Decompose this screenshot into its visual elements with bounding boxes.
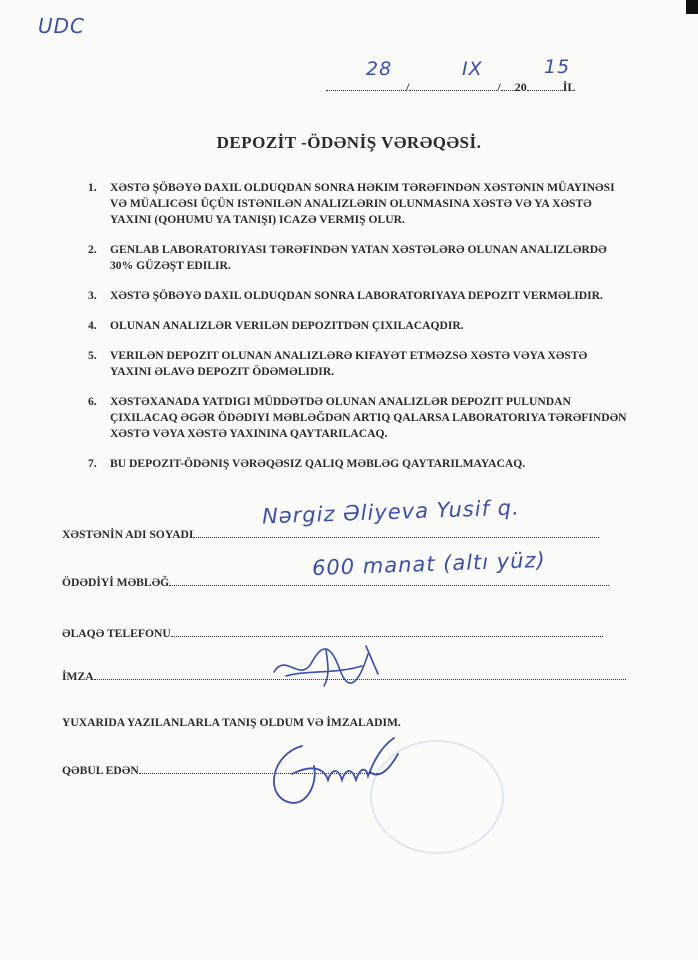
rule-text: OLUNAN ANALIZLƏR VERILƏN DEPOZITDƏN ÇIXILACAQDIR. <box>110 319 464 332</box>
handwritten-patient-name: Nərgiz Əliyeva Yusif q. <box>261 495 521 529</box>
patient-signature <box>266 640 386 690</box>
date-year-prefix: 20 <box>514 80 527 94</box>
rule-number: 7. <box>88 457 97 470</box>
date-suffix: İL <box>562 80 576 94</box>
form-title: DEPOZİT -ÖDƏNİŞ VƏRƏQƏSİ. <box>216 133 482 152</box>
rule-item <box>88 456 628 472</box>
handwritten-corner-note: UDC <box>38 14 86 38</box>
date-line: / / 20 İL <box>326 80 575 95</box>
rule-number: 4. <box>88 319 97 332</box>
rule-item <box>88 242 628 274</box>
patient-name-label: XƏSTƏNİN ADI SOYADI <box>62 528 194 541</box>
rule-number: 1. <box>88 181 97 194</box>
acknowledgment-statement: YUXARIDA YAZILANLARLA TANIŞ OLDUM VƏ İMZALADIM. <box>62 716 401 729</box>
rule-number: 6. <box>88 395 97 408</box>
phone-field <box>62 627 603 640</box>
rule-text: BU DEPOZIT-ÖDƏNIŞ VƏRƏQƏSIZ QALIQ MƏBLƏG QAYTARILMAYACAQ. <box>110 457 526 470</box>
handwritten-month: IX <box>462 58 483 80</box>
rule-text: GENLAB LABORATORIYASI TƏRƏFINDƏN YATAN XƏSTƏLƏRƏ OLUNAN ANALIZLƏRDƏ 30% GÜZƏŞT EDILIR. <box>110 243 607 272</box>
rule-item <box>88 288 628 304</box>
rule-item <box>88 394 628 442</box>
handwritten-amount: 600 manat (altı yüz) <box>311 547 547 581</box>
rule-item <box>88 180 628 228</box>
rule-text: VERILƏN DEPOZIT OLUNAN ANALIZLƏRƏ KIFAYƏT ETMƏZSƏ XƏSTƏ VƏYA XƏSTƏ YAXINI ƏLAVƏ DEPOZIT ÖDƏMƏLIDIR. <box>110 349 588 378</box>
rule-text: XƏSTƏXANADA YATDIGI MÜDDƏTDƏ OLUNAN ANALIZLƏR DEPOZIT PULUNDAN ÇIXILACAQ ƏGƏR ÖDƏDIYI MƏBLƏĞDƏN ARTIQ QALARSA LABORATORIYA TƏRƏFINDƏN XƏSTƏ VƏYA XƏSTƏ YAXININA QAYTARILACAQ. <box>110 395 627 440</box>
phone-label: ƏLAQƏ TELEFONU <box>62 627 171 640</box>
rule-text: XƏSTƏ ŞÖBƏYƏ DAXIL OLDUQDAN SONRA LABORATORIYAYA DEPOZIT VERMƏLIDIR. <box>110 289 603 302</box>
signature-label: İMZA <box>62 670 94 683</box>
received-by-label: QƏBUL EDƏN <box>62 764 139 777</box>
amount-label: ÖDƏDİYİ MƏBLƏĞ <box>62 576 170 589</box>
patient-name-field <box>62 528 599 541</box>
rule-item <box>88 348 628 380</box>
rule-number: 5. <box>88 349 97 362</box>
handwritten-day: 28 <box>366 58 393 80</box>
rule-item <box>88 318 628 334</box>
receiver-signature <box>262 724 412 814</box>
rule-number: 3. <box>88 289 97 302</box>
handwritten-year: 15 <box>544 56 571 78</box>
rules-list <box>88 180 628 486</box>
rule-text: XƏSTƏ ŞÖBƏYƏ DAXIL OLDUQDAN SONRA HƏKIM TƏRƏFINDƏN XƏSTƏNIN MÜAYINƏSI VƏ MÜALICƏSI ÜÇÜN ISTƏNILƏN ANALIZLƏRIN OLUNMASINA XƏSTƏ VƏ YA XƏSTƏ YAXINI (QOHUMU YA TANIŞI) ICAZƏ VERMIŞ OLUR. <box>110 181 615 226</box>
rule-number: 2. <box>88 243 97 256</box>
scan-corner-mark <box>686 0 698 14</box>
